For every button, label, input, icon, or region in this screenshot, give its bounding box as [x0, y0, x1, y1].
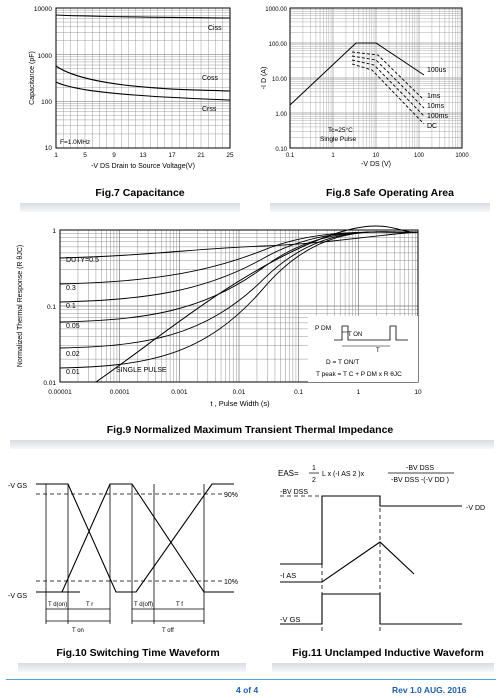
fig10-caption-shade	[18, 663, 246, 672]
fig7-ytick-10: 10	[44, 145, 52, 152]
fig9-ytick: 1	[52, 228, 56, 235]
fig8-1ms-curve	[352, 52, 424, 100]
fig9-xtick: 10	[414, 389, 422, 396]
fig7-label-ciss: Ciss	[208, 25, 222, 32]
fig11-vdd: -V DD	[466, 505, 486, 512]
fig9-duty-001: 0.01	[66, 369, 80, 376]
fig10-ton: T on	[72, 628, 84, 634]
fig11-vgs-trace	[280, 594, 462, 624]
fig9-inset-ton: T ON	[348, 332, 363, 338]
fig8-yticks	[265, 7, 287, 153]
fig11-vgs: -V GS	[280, 615, 301, 624]
fig11-equation	[278, 465, 454, 484]
fig8-caption-shade	[270, 203, 490, 212]
fig7-xtick: 17	[168, 152, 176, 159]
fig9-duty-05: DUTY=0.5	[66, 257, 99, 264]
fig8-ytick: 0.10	[275, 147, 287, 153]
fig9-inset-diagram	[308, 316, 418, 382]
fig9-xtick: 0.1	[294, 389, 304, 396]
fig8-label-100us: 100us	[427, 67, 447, 74]
fig7-note: F=1.0MHz	[60, 139, 91, 146]
fig8-note-tc: Tc=25°C	[328, 127, 353, 134]
fig10-vgs-top: -V GS	[8, 483, 28, 490]
fig7-caption-shade	[20, 203, 240, 212]
fig11-bvdss: -BV DSS	[280, 489, 309, 496]
fig7-ylabel: Capacitance (pF)	[29, 51, 36, 105]
fig9-duty-002: 0.02	[66, 351, 80, 358]
fig10-vgs-bottom: -V GS	[8, 593, 28, 600]
fig8-note-pulse: Single Pulse	[320, 136, 357, 143]
footer-rule	[6, 679, 496, 680]
fig9-inset-tpeak: T peak = T C + P DM x R θJC	[316, 371, 402, 378]
fig11-eq-fden: -BV DSS -(-V DD )	[391, 477, 449, 484]
fig10-10pct: 10%	[224, 579, 239, 586]
fig10-90pct: 90%	[224, 492, 239, 499]
fig9-yticks	[43, 228, 56, 387]
fig8-chart	[256, 2, 500, 182]
fig8-ytick: 10.00	[271, 77, 287, 83]
fig7-label-coss: Coss	[202, 75, 218, 82]
fig11-caption-shade	[272, 663, 494, 672]
fig9-xlabel: t , Pulse Width (s)	[210, 399, 270, 408]
fig11-eq-mid: L x (-I AS 2 )x	[322, 471, 365, 478]
fig9-inset-pdm: P DM	[315, 325, 332, 332]
fig7-xticks	[54, 152, 234, 159]
fig8-xtick: 100	[413, 153, 425, 159]
fig10-tdoff: T d(off)	[134, 602, 154, 608]
fig9-caption-shade	[10, 440, 494, 449]
fig8-xticks	[286, 153, 470, 159]
fig11-eq-lhs: EAS=	[278, 469, 299, 478]
fig7-ytick-1000: 1000	[37, 53, 52, 60]
footer-page-number: 4 of 4	[236, 685, 259, 695]
fig8-caption: Fig.8 Safe Operating Area	[326, 187, 454, 199]
fig8-label-100ms: 100ms	[427, 113, 449, 120]
fig8-xtick: 10	[372, 153, 380, 159]
fig10-tr: T r	[86, 602, 94, 608]
fig7-xtick: 13	[139, 152, 147, 159]
fig9-xtick: 0.001	[171, 389, 188, 396]
fig9-single-pulse: SINGLE PULSE	[116, 367, 167, 374]
fig9-duty-005: 0.05	[66, 323, 80, 330]
fig8-ytick: 100.00	[268, 42, 287, 48]
fig9-duty-03: 0.3	[66, 285, 76, 292]
fig9-chart	[4, 222, 498, 414]
fig8-label-10ms: 10ms	[427, 103, 445, 110]
fig7-xtick: 5	[83, 152, 87, 159]
fig9-ytick: 0.1	[46, 304, 56, 311]
fig11-diagram	[262, 454, 498, 648]
fig8-ytick: 1000.00	[265, 7, 287, 13]
fig11-caption: Fig.11 Unclamped Inductive Waveform	[292, 647, 484, 659]
fig9-inset-duty: D = T ON/T	[326, 359, 360, 366]
fig11-ias-trace	[280, 542, 414, 582]
fig7-xtick: 1	[54, 152, 58, 159]
fig11-ias: -I AS	[280, 571, 297, 580]
fig11-vds-trace	[280, 496, 462, 564]
fig9-caption: Fig.9 Normalized Maximum Transient Thermal Impedance	[106, 424, 394, 436]
fig11-eq-fnum: -BV DSS	[405, 465, 435, 472]
fig7-caption: Fig.7 Capacitance	[95, 187, 185, 199]
fig10-tdon: T d(on)	[48, 602, 68, 608]
fig7-ytick-10000: 10000	[33, 6, 52, 13]
fig8-xtick: 1000	[455, 153, 469, 159]
fig8-label-dc: DC	[427, 123, 438, 130]
fig7-chart	[4, 2, 242, 182]
fig7-xtick: 9	[112, 152, 116, 159]
fig9-xtick: 1	[356, 389, 361, 396]
fig7-ytick-100: 100	[41, 99, 52, 106]
fig9-ylabel: Normalized Thermal Response (R θJC)	[17, 244, 24, 368]
fig9-xticks	[48, 389, 422, 396]
fig9-duty-01: 0.1	[66, 303, 76, 310]
fig9-ytick: 0.01	[43, 380, 56, 387]
fig9-xtick: 0.01	[232, 389, 246, 396]
fig9-xtick: 0.00001	[48, 389, 72, 396]
fig8-10ms-curve	[352, 56, 424, 108]
fig8-xtick: 1	[331, 153, 335, 159]
fig8-ytick: 1.00	[275, 112, 287, 118]
fig8-ylabel: -I D (A)	[261, 66, 268, 90]
fig10-toff: T off	[162, 628, 174, 634]
fig8-xlabel: -V DS (V)	[361, 161, 391, 168]
fig7-xtick: 25	[226, 152, 234, 159]
fig11-eq-den: 2	[312, 477, 316, 484]
fig8-dc-curve	[352, 64, 424, 124]
fig10-diagram	[6, 464, 246, 646]
fig11-eq-num: 1	[312, 465, 316, 472]
fig7-xlabel: -V DS Drain to Source Voltage(V)	[91, 163, 195, 170]
fig7-xtick: 21	[197, 152, 205, 159]
fig10-tf: T f	[176, 602, 183, 608]
fig7-label-crss: Crss	[202, 106, 217, 113]
footer-revision: Rev 1.0 AUG. 2016	[392, 685, 467, 695]
fig8-xtick: 0.1	[285, 153, 295, 159]
fig9-inset-t: T	[376, 348, 380, 354]
fig9-xtick: 0.0001	[109, 389, 130, 396]
fig10-caption: Fig.10 Switching Time Waveform	[56, 647, 220, 659]
fig8-label-1ms: 1ms	[427, 93, 441, 100]
